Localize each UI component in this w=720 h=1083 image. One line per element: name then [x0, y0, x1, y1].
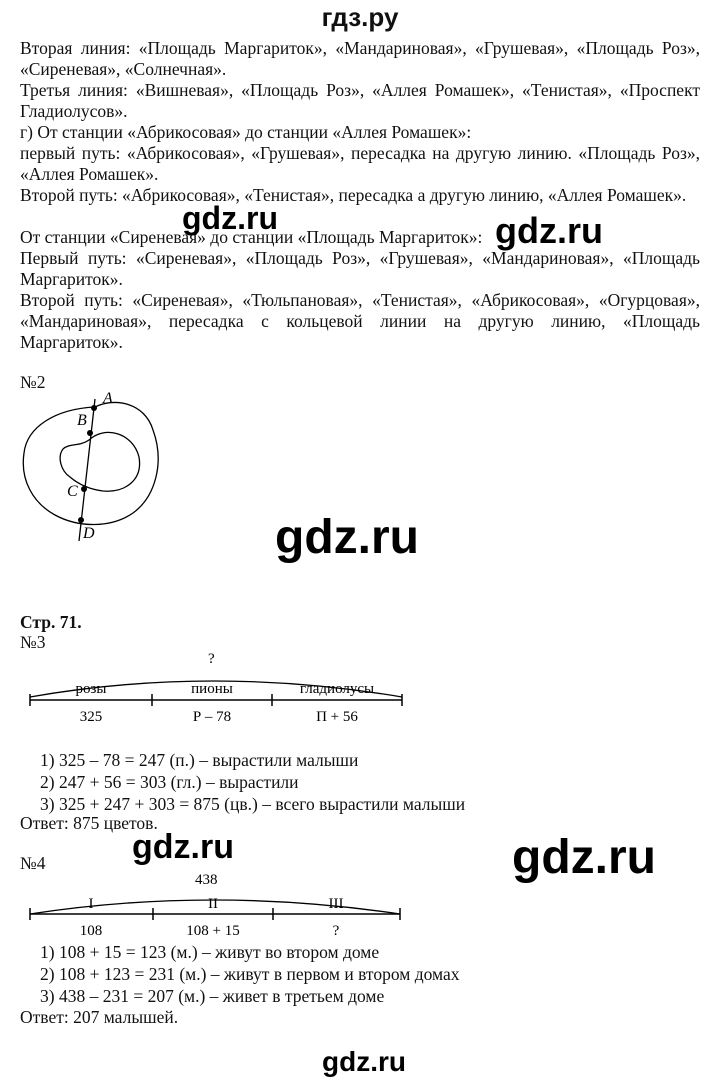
segment-label: гладиолусы [299, 681, 375, 697]
task-4-answer: Ответ: 207 малышей. [20, 1007, 179, 1027]
task-2-figure [15, 385, 175, 550]
segment-label: II [208, 896, 218, 912]
point-c [81, 486, 87, 492]
outer-closed-curve [23, 402, 158, 524]
segment-value: 108 + 15 [186, 923, 240, 939]
segment-value: П + 56 [316, 709, 358, 725]
solution-step: 1) 325 – 78 = 247 (п.) – вырастили малыши [40, 750, 359, 770]
solution-step: 1) 108 + 15 = 123 (м.) – живут во втором доме [40, 942, 380, 962]
segment-label: розы [75, 681, 107, 697]
segment-label: пионы [191, 681, 233, 697]
label-b: B [77, 412, 87, 429]
segment-value: 325 [79, 709, 103, 725]
watermark: gdz.ru [322, 1046, 406, 1077]
total-label: 438 [195, 872, 218, 888]
task-3-number: №3 [20, 632, 46, 652]
solution-step: 3) 438 – 231 = 207 (м.) – живет в третьем доме [40, 986, 385, 1006]
text-line-4: первый путь: «Абрикосовая», «Грушевая», пересадка на другую линию. «Площадь Роз», «Аллея Ромашек». [20, 143, 700, 184]
task-2-number: №2 [20, 372, 46, 392]
watermark: gdz.ru [495, 210, 603, 251]
text-line-8: Второй путь: «Сиреневая», «Тюльпановая», «Тенистая», «Абрикосовая», «Огурцовая», «Мандариновая», пересадка с кольцевой линии на другую линию, «Площадь Маргариток». [20, 290, 700, 352]
point-a [91, 405, 97, 411]
text-line-2: Третья линия: «Вишневая», «Площадь Роз», «Аллея Ромашек», «Тенистая», «Проспект Гладиолусов». [20, 80, 700, 121]
segment-value: ? [332, 923, 340, 939]
text-line-6: От станции «Сиреневая» до станции «Площадь Маргариток»: [20, 227, 483, 247]
task-3-diagram [20, 645, 420, 727]
task-4-diagram [20, 866, 420, 944]
label-d: D [83, 525, 95, 542]
segment-label: III [328, 896, 344, 912]
solution-step: 3) 325 + 247 + 303 = 875 (цв.) – всего вырастили малыши [40, 794, 466, 814]
text-line-1: Вторая линия: «Площадь Маргариток», «Мандариновая», «Грушевая», «Площадь Роз», «Сиреневая», «Солнечная». [20, 38, 700, 79]
text-line-3: г) От станции «Абрикосовая» до станции «Аллея Ромашек»: [20, 122, 472, 142]
site-header: гдз.ру [321, 2, 399, 32]
point-b [87, 430, 93, 436]
task-3-answer: Ответ: 875 цветов. [20, 813, 158, 833]
solution-step: 2) 247 + 56 = 303 (гл.) – вырастили [40, 772, 299, 792]
total-label: ? [208, 651, 215, 667]
watermark: gdz.ru [182, 200, 278, 236]
watermark: gdz.ru [132, 828, 234, 866]
point-d [78, 517, 84, 523]
task-4-number: №4 [20, 853, 46, 873]
watermark: gdz.ru [275, 511, 419, 564]
segment-value: 108 [79, 923, 103, 939]
label-c: C [67, 483, 78, 500]
page-reference: Стр. 71. [20, 612, 82, 632]
solution-step: 2) 108 + 123 = 231 (м.) – живут в первом и втором домах [40, 964, 460, 984]
watermark: gdz.ru [512, 831, 656, 884]
segment-label: I [88, 896, 94, 912]
text-line-7: Первый путь: «Сиреневая», «Площадь Роз», «Грушевая», «Мандариновая», «Площадь Маргариток». [20, 248, 700, 289]
text-line-5: Второй путь: «Абрикосовая», «Тенистая», пересадка а другую линию, «Аллея Ромашек». [20, 185, 687, 205]
segment-value: Р – 78 [192, 709, 232, 725]
label-a: A [103, 390, 113, 407]
